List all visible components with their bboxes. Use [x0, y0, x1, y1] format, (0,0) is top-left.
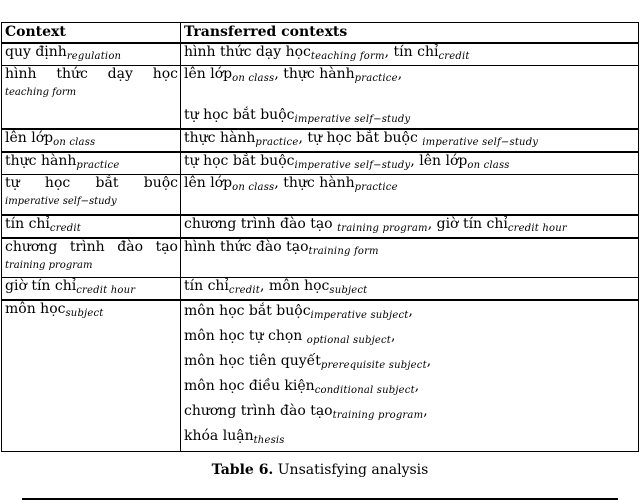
transferred-gloss: imperative self−study	[294, 160, 411, 171]
context-term: hình thức dạy học	[5, 66, 178, 82]
context-gloss: practice	[76, 160, 120, 171]
header-transferred-contexts: Transferred contexts	[181, 23, 639, 44]
transferred-term: ,	[408, 303, 413, 319]
transferred-cell	[181, 215, 639, 238]
context-cell	[2, 278, 181, 301]
transferred-term: , thực hành	[274, 175, 355, 191]
transferred-term: tín chỉ	[184, 278, 229, 294]
transferred-term: chương trình đào tạo	[184, 215, 338, 232]
transferred-line	[184, 426, 636, 451]
transferred-line	[184, 66, 636, 87]
transferred-gloss: credit hour	[507, 222, 567, 234]
caption-text: Unsatisfying analysis	[273, 462, 429, 478]
transferred-term: , thực hành	[274, 66, 355, 82]
table-row	[2, 129, 639, 152]
transferred-gloss: prerequisite subject	[320, 360, 427, 371]
context-gloss: training program	[5, 259, 93, 271]
transferred-term: ,	[426, 353, 432, 369]
context-term: giờ tín chỉ	[5, 278, 77, 294]
context-term: thực hành	[5, 153, 77, 169]
transferred-term: tự học bắt buộc	[184, 107, 295, 123]
context-gloss: imperative self−study	[5, 196, 117, 207]
caption-label: Table 6.	[211, 462, 274, 478]
transferred-gloss: credit	[228, 285, 261, 296]
transferred-term: , tự học bắt buộc	[298, 130, 423, 146]
transferred-term: hình thức đào tạo	[184, 238, 309, 255]
transferred-cell	[181, 175, 639, 215]
transferred-term: , môn học	[260, 278, 330, 294]
table-header-row	[2, 23, 639, 44]
transferred-term: ,	[397, 66, 403, 82]
transferred-term: môn học điều kiện	[184, 378, 315, 394]
table-row	[2, 278, 639, 301]
context-term: quy định	[5, 44, 67, 60]
transferred-term: ,	[414, 378, 420, 394]
table-row	[2, 175, 639, 215]
transferred-line	[184, 326, 636, 351]
transferred-gloss: thesis	[253, 435, 285, 446]
transferred-term: lên lớp	[184, 175, 233, 191]
transferred-gloss: conditional subject	[314, 385, 415, 396]
transferred-gloss: on class	[232, 182, 275, 193]
transferred-line	[184, 301, 636, 326]
transferred-gloss: imperative self−study	[294, 114, 411, 125]
transferred-gloss: imperative subject	[310, 310, 409, 321]
table-row	[2, 43, 639, 66]
context-cell	[2, 238, 181, 278]
transferred-line	[184, 216, 636, 237]
context-gloss: subject	[65, 308, 104, 319]
transferred-term: ,	[423, 403, 428, 419]
transferred-line	[184, 278, 636, 299]
transferred-line	[184, 153, 636, 174]
transferred-cell	[181, 66, 639, 130]
context-cell	[2, 43, 181, 66]
transferred-line	[184, 44, 636, 65]
transferred-gloss: training form	[308, 245, 379, 257]
transferred-gloss: credit	[438, 51, 470, 62]
table-row	[2, 152, 639, 175]
context-cell	[2, 300, 181, 452]
transferred-cell	[181, 129, 639, 152]
context-cell	[2, 66, 181, 130]
transferred-gloss: imperative self−study	[422, 137, 539, 148]
transferred-term: thực hành	[184, 130, 256, 146]
transferred-line	[184, 376, 636, 401]
context-gloss: teaching form	[5, 87, 77, 98]
transferred-term: tự học bắt buộc	[184, 153, 295, 169]
transferred-term: hình thức dạy học	[184, 44, 311, 60]
table-row	[2, 238, 639, 278]
context-term: tự học bắt buộc	[5, 175, 178, 191]
context-term: môn học	[5, 301, 66, 317]
transferred-term: khóa luận	[184, 428, 254, 444]
context-cell	[2, 129, 181, 152]
transferred-term: môn học tự chọn	[184, 328, 307, 344]
transferred-gloss: training program	[332, 410, 424, 421]
context-cell	[2, 152, 181, 175]
transferred-term: , tín chỉ	[384, 44, 439, 60]
transferred-line	[184, 351, 636, 376]
table-caption	[0, 462, 640, 478]
transferred-gloss: on class	[232, 73, 275, 84]
context-gloss: credit hour	[76, 285, 136, 296]
context-transfer-table	[1, 22, 639, 452]
transferred-line	[184, 401, 636, 426]
context-term: lên lớp	[5, 130, 54, 146]
transferred-term: , lên lớp	[410, 153, 468, 169]
header-context: Context	[2, 23, 181, 44]
context-gloss: regulation	[66, 51, 122, 62]
transferred-gloss: teaching form	[310, 51, 385, 62]
transferred-gloss: subject	[329, 285, 368, 296]
transferred-gloss: practice	[354, 182, 398, 193]
transferred-gloss: practice	[354, 73, 398, 84]
transferred-line	[184, 175, 636, 196]
context-cell	[2, 215, 181, 238]
context-term: tín chỉ	[5, 215, 50, 232]
transferred-term: môn học bắt buộc	[184, 303, 311, 319]
context-gloss: credit	[49, 222, 82, 234]
transferred-term: , giờ tín chỉ	[427, 215, 508, 232]
transferred-term: lên lớp	[184, 66, 233, 82]
transferred-term: ,	[391, 328, 396, 344]
transferred-gloss: optional subject	[306, 335, 392, 346]
transferred-line	[184, 107, 636, 128]
transferred-line	[184, 130, 636, 151]
table-body	[2, 43, 639, 452]
table-row	[2, 300, 639, 452]
context-cell	[2, 175, 181, 215]
transferred-cell	[181, 152, 639, 175]
transferred-term: môn học tiên quyết	[184, 353, 321, 369]
transferred-gloss: training program	[337, 222, 428, 234]
transferred-cell	[181, 300, 639, 452]
table-row	[2, 66, 639, 130]
transferred-term: chương trình đào tạo	[184, 403, 333, 419]
footer-rule	[22, 498, 618, 500]
transferred-cell	[181, 238, 639, 278]
transferred-gloss: on class	[467, 160, 510, 171]
transferred-cell	[181, 278, 639, 301]
transferred-line	[184, 239, 636, 260]
transferred-cell	[181, 43, 639, 66]
context-gloss: on class	[53, 137, 96, 148]
table-row	[2, 215, 639, 238]
context-term: chương trình đào tạo	[5, 238, 178, 255]
transferred-gloss: practice	[255, 137, 299, 148]
